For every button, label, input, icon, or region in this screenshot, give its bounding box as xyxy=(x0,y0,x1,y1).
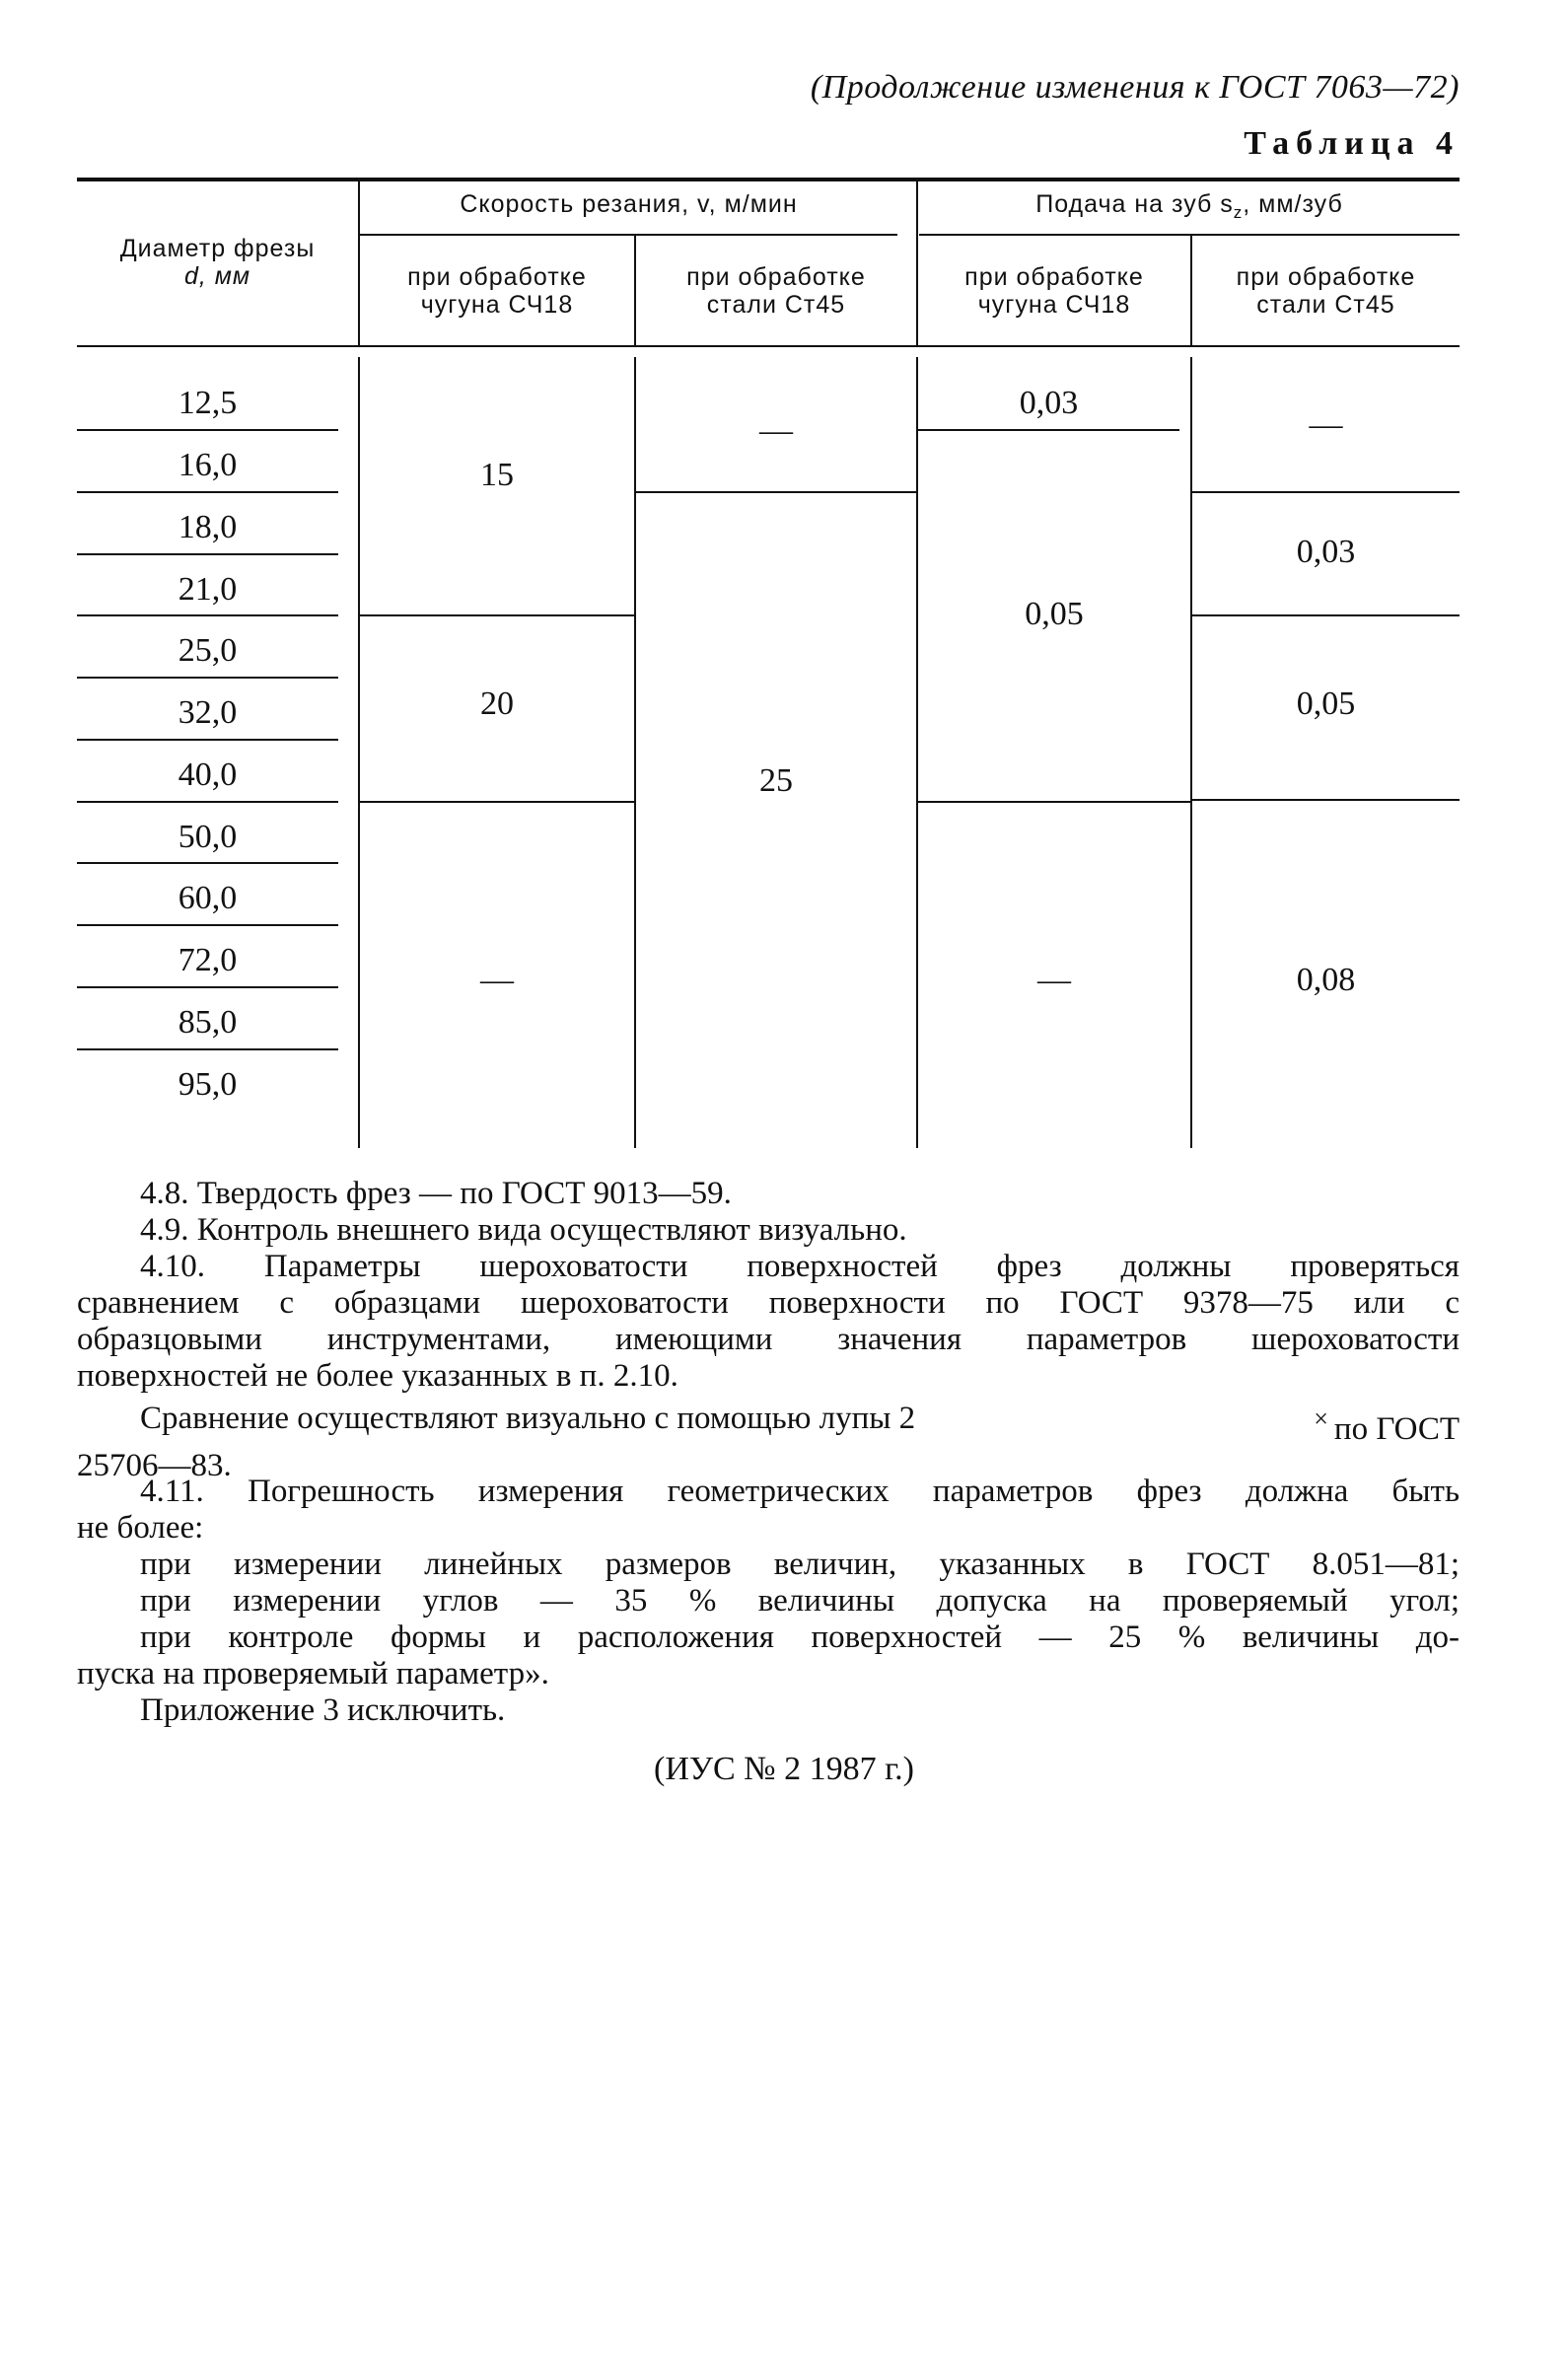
diameter-cell: 50,0 xyxy=(178,819,238,855)
speed-iron-cell: — xyxy=(480,962,514,998)
feed-steel-header: при обработке стали Ст45 xyxy=(1236,263,1416,319)
feed-group-header: Подача на зуб $s_z$, мм/зуб xyxy=(1035,190,1343,222)
feed-steel-cell: 0,03 xyxy=(1296,534,1356,570)
header-bottom-rule xyxy=(77,345,1460,347)
ius-footer: (ИУС № 2 1987 г.) xyxy=(654,1751,914,1787)
diameter-cell: 18,0 xyxy=(178,509,238,545)
speed-group-rule xyxy=(360,234,897,236)
feed-steel-cell: — xyxy=(1309,406,1343,443)
diameter-cell: 21,0 xyxy=(178,571,238,608)
diameter-cell: 40,0 xyxy=(178,756,238,793)
paragraph-4-10: 4.10. Параметры шероховатости поверхностей фрез должны проверяться сравнением с образцами шероховатости поверхности по ГОСТ 9378—75 или с образцовыми инструментами, имеющими значения параметров шероховатости поверхностей не более указанных в п. 2.10. xyxy=(77,1249,1460,1394)
table-top-rule xyxy=(77,178,1460,181)
table-title: Таблица 4 xyxy=(1244,125,1460,162)
speed-group-header: Скорость резания, v, м/мин xyxy=(460,190,798,218)
diameter-cell: 12,5 xyxy=(178,385,238,421)
diameter-cell: 60,0 xyxy=(178,880,238,916)
continuation-header: (Продолжение изменения к ГОСТ 7063—72) xyxy=(810,69,1460,106)
diameter-column-header: Диаметр фрезы d, мм xyxy=(119,235,316,290)
feed-iron-header: при обработке чугуна СЧ18 xyxy=(964,263,1144,319)
angle-measurement-line: при измерении углов — 35 % величины допуска на проверяемый угол; xyxy=(140,1583,1460,1619)
speed-iron-cell: 15 xyxy=(480,457,514,493)
comparison-paragraph: Сравнение осуществляют визуально с помощью лупы 2 × по ГОСТ 25706—83. xyxy=(77,1401,1460,1483)
linear-measurement-line: при измерении линейных размеров величин, указанных в ГОСТ 8.051—81; xyxy=(140,1547,1460,1582)
speed-steel-header: при обработке стали Ст45 xyxy=(686,263,866,319)
speed-steel-cell: — xyxy=(759,412,793,449)
speed-iron-cell: 20 xyxy=(480,685,514,722)
diameter-cell: 72,0 xyxy=(178,942,238,978)
form-measurement-line: при контроле формы и расположения поверхностей — 25 % величины до- xyxy=(140,1619,1460,1655)
paragraph-4-8: 4.8. Твердость фрез — по ГОСТ 9013—59. xyxy=(140,1176,732,1211)
feed-iron-cell: 0,03 xyxy=(1019,385,1079,421)
feed-iron-cell: — xyxy=(1037,962,1071,998)
diameter-cell: 25,0 xyxy=(178,632,238,669)
feed-steel-cell: 0,05 xyxy=(1296,685,1356,722)
paragraph-4-11: 4.11. Погрешность измерения геометрических параметров фрез должна быть не более: xyxy=(77,1474,1460,1546)
annex-removal: Приложение 3 исключить. xyxy=(140,1692,506,1728)
feed-group-rule xyxy=(919,234,1460,236)
measurement-items: при измерении линейных размеров величин, указанных в ГОСТ 8.051—81; при измерении углов — 35 % величины допуска на проверяемый угол; при контроле формы и расположения поверхностей — 25 % величины до- пуска на проверяемый параметр». xyxy=(77,1547,1460,1691)
speed-steel-cell: 25 xyxy=(759,762,793,799)
feed-steel-cell: 0,08 xyxy=(1296,962,1356,998)
feed-iron-cell: 0,05 xyxy=(1025,596,1084,632)
diameter-cell: 95,0 xyxy=(178,1066,238,1103)
diameter-cell: 85,0 xyxy=(178,1004,238,1041)
diameter-cell: 32,0 xyxy=(178,694,238,731)
speed-iron-header: при обработке чугуна СЧ18 xyxy=(407,263,587,319)
paragraph-4-9: 4.9. Контроль внешнего вида осуществляют визуально. xyxy=(140,1212,907,1248)
diameter-cell: 16,0 xyxy=(178,447,238,483)
